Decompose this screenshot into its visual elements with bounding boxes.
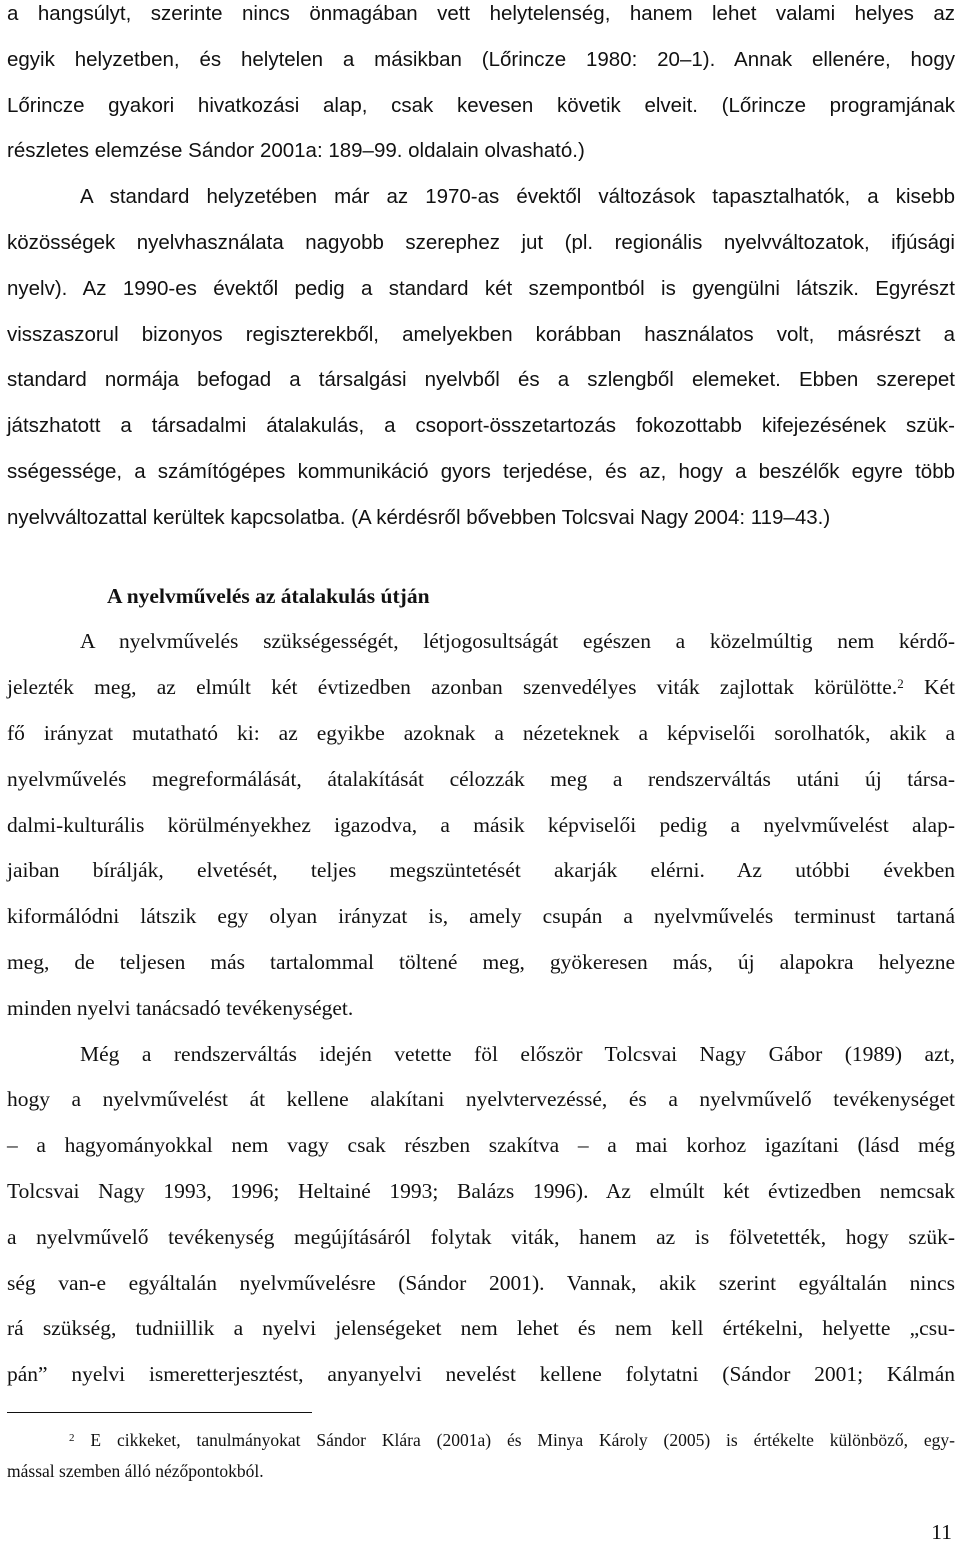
text-line: egyik helyzetben, és helytelen a másikban (Lőrincze 1980: 20–1). Annak ellenére, hogy bbox=[7, 47, 955, 71]
section-heading: A nyelvművelés az átalakulás útján bbox=[107, 583, 430, 608]
text-line: hogy a nyelvművelést át kellene alakítani nyelvtervezéssé, és a nyelvművelő tevékenységet bbox=[7, 1087, 955, 1112]
footnote bbox=[7, 1425, 955, 1487]
footnote-separator bbox=[7, 1412, 312, 1413]
text-line: A nyelvművelés szükségességét, létjogosultságát egészen a közelmúltig nem kérdő- bbox=[80, 629, 955, 654]
footnote-line bbox=[7, 1425, 955, 1456]
paragraph-4 bbox=[7, 1042, 955, 1408]
text-line: közösségek nyelvhasználata nagyobb szerephez jut (pl. regionális nyelvváltozatok, ifjúsági bbox=[7, 230, 955, 254]
text-line: standard normája befogad a társalgási nyelvből és a szlengből elemeket. Ebben szerepet bbox=[7, 368, 955, 392]
paragraph-1 bbox=[7, 0, 955, 185]
text-line: visszaszorul bizonyos regiszterekből, amelyekben korábban használatos volt, másrészt a bbox=[7, 322, 955, 346]
text-line: Tolcsvai Nagy 1993, 1996; Heltainé 1993; Balázs 1996). Az elmúlt két évtizedben nemcsak bbox=[7, 1178, 955, 1203]
body-text bbox=[7, 0, 955, 1408]
text-span: Két bbox=[903, 675, 955, 700]
paragraph-2 bbox=[7, 185, 955, 551]
text-line: kiformálódni látszik egy olyan irányzat is, amely csupán a nyelvművelés terminust tartaná bbox=[7, 904, 955, 929]
text-line: minden nyelvi tanácsadó tevékenységet. bbox=[7, 995, 354, 1020]
text-line: nyelv). Az 1990-es évektől pedig a standard két szempontból is gyengülni látszik. Egyrészt bbox=[7, 276, 955, 300]
text-line: pán” nyelvi ismeretterjesztést, anyanyelvi nevelést kellene folytatni (Sándor 2001; Kálmán bbox=[7, 1362, 955, 1387]
text-line: meg, de teljesen más tartalommal töltené meg, gyökeresen más, új alapokra helyezne bbox=[7, 949, 955, 974]
text-line: fő irányzat mutatható ki: az egyikbe azoknak a nézeteknek a képviselői sorolhatók, akik a bbox=[7, 720, 955, 745]
text-line: nyelvművelés megreformálását, átalakítását célozzák meg a rendszerváltás utáni új társa- bbox=[7, 766, 955, 791]
text-line: jaiban bírálják, elvetését, teljes megszüntetését akarják elérni. Az utóbbi években bbox=[7, 858, 955, 883]
text-span: E cikkeket, tanulmányokat Sándor Klára (2001a) és Minya Károly (2005) is értékelte különböző, egy- bbox=[74, 1430, 955, 1450]
text-line: dalmi-kulturális körülményekhez igazodva, a másik képviselői pedig a nyelvművelést alap- bbox=[7, 812, 955, 837]
text-line: a hangsúlyt, szerinte nincs önmagában vett helytelenség, hanem lehet valami helyes az bbox=[7, 2, 955, 25]
text-line: nyelvváltozattal kerültek kapcsolatba. (A kérdésről bővebben Tolcsvai Nagy 2004: 119–43.) bbox=[7, 505, 831, 529]
text-span: jelezték meg, az elmúlt két évtizedben azonban szenvedélyes viták zajlottak körülötte. bbox=[7, 675, 898, 700]
text-line: Még a rendszerváltás idején vetette föl először Tolcsvai Nagy Gábor (1989) azt, bbox=[80, 1041, 955, 1066]
text-line bbox=[7, 675, 955, 721]
text-line: A standard helyzetében már az 1970-as évektől változások tapasztalhatók, a kisebb bbox=[80, 185, 955, 209]
text-line: a nyelvművelő tevékenység megújításáról folytak viták, hanem az is fölvetették, hogy szük- bbox=[7, 1224, 955, 1249]
text-line: ség van-e egyáltalán nyelvművelésre (Sándor 2001). Vannak, akik szerint egyáltalán nincs bbox=[7, 1270, 955, 1295]
text-line: Lőrincze gyakori hivatkozási alap, csak kevesen követik elveit. (Lőrincze programjának bbox=[7, 93, 955, 117]
footnote-line: mással szemben álló nézőpontokból. bbox=[7, 1461, 264, 1481]
footnote-mark: 2 bbox=[69, 1432, 75, 1444]
text-line: sségessége, a számítógépes kommunikáció gyors terjedése, és az, hogy a beszélők egyre több bbox=[7, 459, 955, 483]
page-number: 11 bbox=[931, 1520, 952, 1544]
footnote-reference[interactable]: 2 bbox=[897, 676, 904, 692]
text-line: rá szükség, tudniillik a nyelvi jelenségeket nem lehet és nem kell értékelni, helyette „csu- bbox=[7, 1316, 955, 1341]
paragraph-3 bbox=[7, 629, 955, 1041]
text-line: részletes elemzése Sándor 2001a: 189–99. oldalain olvasható.) bbox=[7, 139, 585, 163]
text-line: – a hagyományokkal nem vagy csak részben szakítva – a mai korhoz igazítani (lásd még bbox=[7, 1133, 955, 1158]
text-line: játszhatott a társadalmi átalakulás, a csoport-összetartozás fokozottabb kifejezésének szük- bbox=[7, 414, 955, 438]
